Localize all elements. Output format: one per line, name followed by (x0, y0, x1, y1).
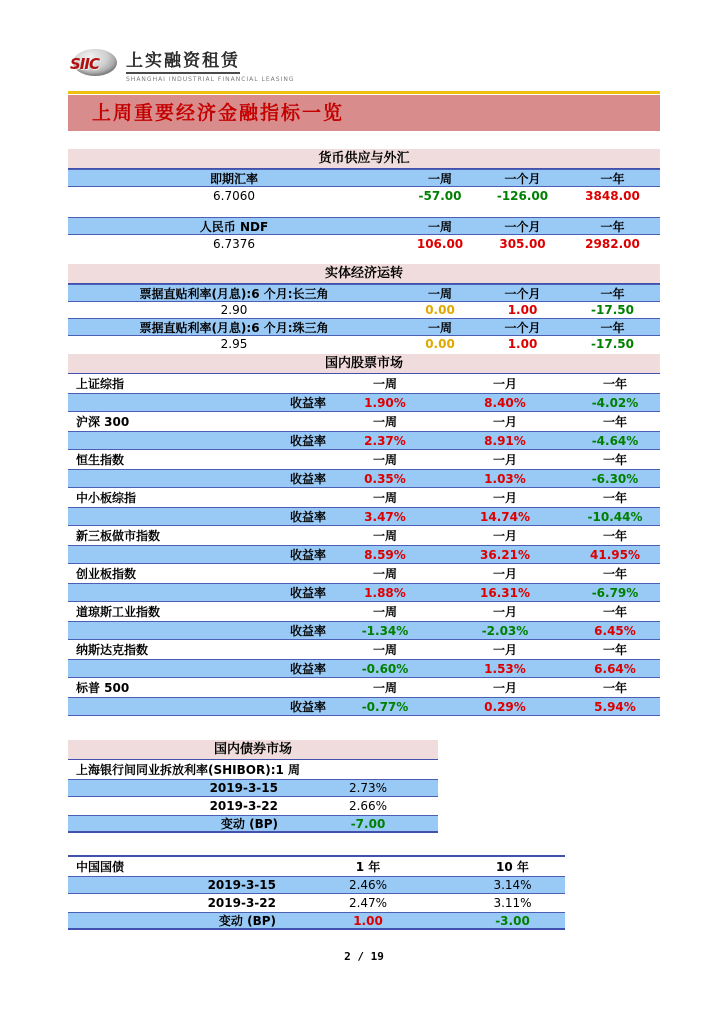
col-head-week: 一周 (372, 377, 397, 391)
treasury-header-row (68, 855, 565, 876)
treasury-label: 中国国债 (76, 860, 125, 874)
col-head-week: 一周 (427, 171, 452, 186)
indicator-header-row (68, 169, 660, 187)
index-name: 新三板做市指数 (76, 529, 161, 543)
col-head-year: 一年 (600, 286, 625, 301)
return-month: -2.03% (481, 623, 529, 638)
return-week: -1.34% (361, 623, 409, 638)
indicator-label: 票据直贴利率(月息):6 个月:珠三角 (139, 320, 329, 335)
index-name: 沪深 300 (76, 415, 130, 429)
change-month: 1.00 (507, 303, 538, 317)
shibor-data-row (68, 815, 438, 833)
stock-index-return-row (68, 697, 660, 716)
index-name: 上证综指 (76, 377, 125, 391)
return-year: -10.44% (587, 509, 643, 524)
return-week: 1.90% (364, 395, 406, 410)
yield-label: 收益率 (289, 434, 326, 448)
col-head-week: 一周 (427, 286, 452, 301)
indicator-value-row (68, 302, 660, 318)
col-head-week: 一周 (372, 491, 397, 505)
col-head-month: 一月 (492, 643, 517, 657)
indicator-header-row (68, 284, 660, 302)
treasury-row-label: 变动 (BP) (218, 914, 276, 928)
indicator-value-row (68, 235, 660, 252)
col-head-year: 一年 (602, 643, 627, 657)
stock-index-return-row (68, 469, 660, 488)
index-name: 道琼斯工业指数 (76, 605, 161, 619)
indicator-header-row (68, 318, 660, 336)
treasury-value-1y: 1.00 (353, 913, 383, 928)
col-head-month: 一月 (492, 605, 517, 619)
shibor-row-label: 2019-3-22 (209, 799, 278, 813)
shibor-row-label: 2019-3-15 (209, 781, 278, 795)
col-head-year: 一年 (600, 320, 625, 335)
col-head-week: 一周 (372, 605, 397, 619)
stock-index-header-row (68, 374, 660, 393)
col-head-10y: 10 年 (496, 860, 529, 874)
col-head-year: 一年 (600, 219, 625, 234)
shibor-row-label: 变动 (BP) (220, 817, 278, 831)
stock-index-return-row (68, 583, 660, 602)
treasury-data-row (68, 894, 565, 912)
stock-index-header-row (68, 602, 660, 621)
page-number: 2 / 19 (344, 950, 384, 963)
col-head-1y: 1 年 (355, 860, 381, 874)
shibor-label-row (68, 760, 438, 779)
yield-label: 收益率 (289, 510, 326, 524)
return-week: 3.47% (364, 509, 406, 524)
col-head-week: 一周 (427, 219, 452, 234)
stock-index-header-row (68, 640, 660, 659)
current-value: 2.95 (220, 337, 248, 351)
col-head-month: 一月 (492, 415, 517, 429)
col-head-year: 一年 (602, 377, 627, 391)
change-week: -57.00 (418, 188, 462, 203)
shibor-label: 上海银行间同业拆放利率(SHIBOR):1 周 (76, 763, 301, 777)
yield-label: 收益率 (289, 662, 326, 676)
stock-index-header-row (68, 526, 660, 545)
treasury-value-1y: 2.47% (348, 896, 388, 910)
return-month: 8.40% (484, 395, 526, 410)
return-year: -6.30% (591, 471, 639, 486)
bond-market-header: 国内债券市场 (68, 740, 438, 760)
logo-text-block (126, 46, 294, 83)
shibor-row-value: 2.66% (348, 799, 388, 813)
change-year: 2982.00 (585, 236, 640, 251)
col-head-month: 一个月 (504, 286, 541, 301)
col-head-month: 一个月 (504, 320, 541, 335)
section-bond-market (68, 740, 438, 833)
treasury-value-1y: 2.46% (348, 878, 388, 892)
change-week: 106.00 (416, 236, 464, 251)
change-year: 3848.00 (585, 188, 640, 203)
col-head-month: 一个月 (504, 219, 541, 234)
return-year: -4.02% (591, 395, 639, 410)
company-logo (70, 46, 660, 84)
return-year: -4.64% (591, 433, 639, 448)
change-year: -17.50 (591, 337, 634, 351)
col-head-year: 一年 (602, 567, 627, 581)
return-month: 8.91% (484, 433, 526, 448)
stock-index-header-row (68, 678, 660, 697)
treasury-value-10y: -3.00 (495, 913, 530, 928)
return-month: 0.29% (484, 699, 526, 714)
index-name: 恒生指数 (76, 453, 125, 467)
yield-label: 收益率 (289, 472, 326, 486)
current-value: 2.90 (220, 303, 248, 317)
yield-label: 收益率 (289, 586, 326, 600)
return-month: 1.53% (484, 661, 526, 676)
yield-label: 收益率 (289, 700, 326, 714)
change-month: 1.00 (507, 337, 538, 351)
section-treasury (68, 855, 565, 930)
section-money-fx (68, 149, 660, 252)
col-head-week: 一周 (372, 643, 397, 657)
col-head-week: 一周 (372, 529, 397, 543)
col-head-week: 一周 (372, 415, 397, 429)
yield-label: 收益率 (289, 548, 326, 562)
stock-market-header: 国内股票市场 (68, 354, 660, 374)
stock-index-return-row (68, 659, 660, 678)
col-head-month: 一月 (492, 681, 517, 695)
company-name-cn: 上实融资租赁 (126, 46, 240, 74)
return-year: 41.95% (590, 547, 640, 562)
stock-index-return-row (68, 545, 660, 564)
treasury-row-label: 2019-3-22 (207, 896, 276, 910)
money-fx-header: 货币供应与外汇 (68, 149, 660, 169)
col-head-month: 一月 (492, 567, 517, 581)
indicator-label: 票据直贴利率(月息):6 个月:长三角 (139, 286, 329, 301)
return-year: 6.64% (594, 661, 636, 676)
return-week: 8.59% (364, 547, 406, 562)
col-head-month: 一个月 (504, 171, 541, 186)
shibor-row-value: 2.73% (348, 781, 388, 795)
stock-index-header-row (68, 564, 660, 583)
section-real-economy (68, 264, 660, 352)
return-week: 1.88% (364, 585, 406, 600)
indicator-value-row (68, 336, 660, 352)
change-year: -17.50 (591, 303, 634, 317)
col-head-month: 一月 (492, 491, 517, 505)
section-stock-market (68, 354, 660, 716)
col-head-year: 一年 (602, 605, 627, 619)
index-name: 纳斯达克指数 (76, 643, 149, 657)
indicator-label: 即期汇率 (209, 171, 258, 186)
treasury-value-10y: 3.14% (493, 878, 532, 892)
col-head-year: 一年 (602, 681, 627, 695)
shibor-data-row (68, 797, 438, 815)
treasury-row-label: 2019-3-15 (207, 878, 276, 892)
yield-label: 收益率 (289, 624, 326, 638)
page-content (68, 0, 660, 963)
yield-label: 收益率 (289, 396, 326, 410)
return-month: 36.21% (480, 547, 530, 562)
return-week: 2.37% (364, 433, 406, 448)
return-week: -0.77% (361, 699, 409, 714)
indicator-label: 人民币 NDF (199, 219, 269, 234)
change-week: 0.00 (425, 337, 455, 351)
col-head-month: 一月 (492, 453, 517, 467)
indicator-value-row (68, 187, 660, 204)
index-name: 中小板综指 (76, 491, 137, 505)
shibor-row-value: -7.00 (350, 816, 386, 831)
col-head-month: 一月 (492, 529, 517, 543)
return-month: 1.03% (484, 471, 526, 486)
col-head-week: 一周 (372, 567, 397, 581)
col-head-week: 一周 (427, 320, 452, 335)
index-name: 标普 500 (76, 681, 130, 695)
gold-divider (68, 91, 660, 94)
col-head-week: 一周 (372, 681, 397, 695)
index-name: 创业板指数 (76, 567, 137, 581)
change-month: 305.00 (499, 236, 546, 251)
shibor-data-row (68, 779, 438, 797)
change-month: -126.00 (496, 188, 549, 203)
real-economy-header: 实体经济运转 (68, 264, 660, 284)
change-week: 0.00 (425, 303, 455, 317)
page-title-banner: 上周重要经济金融指标一览 (68, 95, 660, 131)
return-week: 0.35% (364, 471, 406, 486)
col-head-week: 一周 (372, 453, 397, 467)
stock-index-return-row (68, 621, 660, 640)
col-head-month: 一月 (492, 377, 517, 391)
stock-index-return-row (68, 393, 660, 412)
return-year: -6.79% (591, 585, 639, 600)
return-year: 5.94% (594, 699, 636, 714)
col-head-year: 一年 (602, 491, 627, 505)
siic-logo-text: SIIC (70, 55, 99, 73)
col-head-year: 一年 (602, 529, 627, 543)
current-value: 6.7376 (213, 236, 255, 251)
siic-globe-icon (70, 49, 117, 76)
stock-index-return-row (68, 431, 660, 450)
treasury-data-row (68, 912, 565, 930)
current-value: 6.7060 (213, 188, 255, 203)
return-month: 14.74% (480, 509, 530, 524)
stock-index-header-row (68, 450, 660, 469)
stock-index-header-row (68, 488, 660, 507)
stock-index-header-row (68, 412, 660, 431)
return-week: -0.60% (361, 661, 409, 676)
company-name-en: SHANGHAI INDUSTRIAL FINANCIAL LEASING (126, 76, 295, 83)
return-month: 16.31% (480, 585, 530, 600)
indicator-header-row (68, 217, 660, 235)
col-head-year: 一年 (602, 453, 627, 467)
stock-index-return-row (68, 507, 660, 526)
col-head-year: 一年 (600, 171, 625, 186)
treasury-data-row (68, 876, 565, 894)
col-head-year: 一年 (602, 415, 627, 429)
return-year: 6.45% (594, 623, 636, 638)
treasury-value-10y: 3.11% (493, 896, 532, 910)
